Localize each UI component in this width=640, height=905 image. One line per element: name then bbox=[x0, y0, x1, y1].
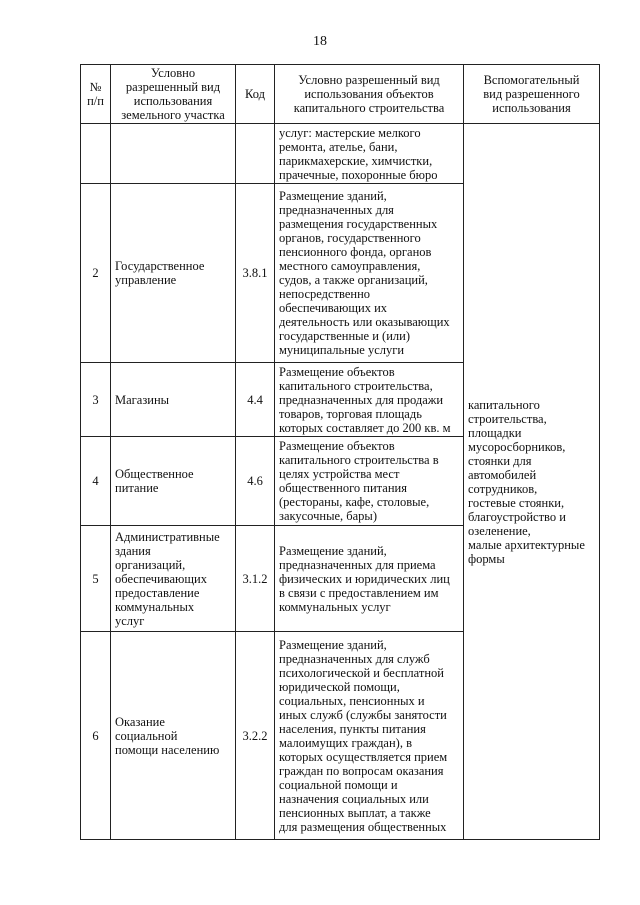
header-auxiliary-use: Вспомогательный вид разрешенного использования bbox=[464, 65, 600, 124]
cell-code bbox=[236, 124, 275, 184]
cell-object-use: услуг: мастерские мелкого ремонта, ателье, бани, парикмахерские, химчистки, прачечные, похоронные бюро bbox=[275, 124, 464, 184]
cell-object-use: Размещение зданий, предназначенных для служб психологической и бесплатной юридической помощи, социальных, пенсионных и иных служб (службы занятости населения, пункты питания малоимущих граждан), в которых осуществляется прием граждан по вопросам оказания социальной помощи и назначения социальных или пенсионных выплат, а также для размещения общественных bbox=[275, 632, 464, 840]
cell-code: 4.6 bbox=[236, 437, 275, 526]
cell-land-use: Государственное управление bbox=[111, 184, 236, 363]
table-row-continuation bbox=[81, 124, 600, 184]
cell-code: 4.4 bbox=[236, 363, 275, 437]
cell-land-use: Оказание социальной помощи населению bbox=[111, 632, 236, 840]
cell-num: 3 bbox=[81, 363, 111, 437]
table-header-row bbox=[81, 65, 600, 124]
cell-num: 5 bbox=[81, 526, 111, 632]
page-number: 18 bbox=[313, 34, 327, 49]
cell-code: 3.8.1 bbox=[236, 184, 275, 363]
cell-land-use bbox=[111, 124, 236, 184]
cell-land-use: Административные здания организаций, обеспечивающих предоставление коммунальных услуг bbox=[111, 526, 236, 632]
cell-num: 4 bbox=[81, 437, 111, 526]
cell-num: 2 bbox=[81, 184, 111, 363]
cell-land-use: Магазины bbox=[111, 363, 236, 437]
cell-code: 3.1.2 bbox=[236, 526, 275, 632]
header-land-use: Условно разрешенный вид использования земельного участка bbox=[111, 65, 236, 124]
header-object-use: Условно разрешенный вид использования объектов капитального строительства bbox=[275, 65, 464, 124]
cell-num: 6 bbox=[81, 632, 111, 840]
header-code: Код bbox=[236, 65, 275, 124]
cell-object-use: Размещение объектов капитального строительства в целях устройства мест общественного питания (рестораны, кафе, столовые, закусочные, бары) bbox=[275, 437, 464, 526]
land-use-table bbox=[80, 64, 600, 840]
cell-object-use: Размещение зданий, предназначенных для размещения государственных органов, государственного пенсионного фонда, органов местного самоуправления, судов, а также организаций, непосредственно обеспечивающих их деятельность или оказывающих государственные и (или) муниципальные услуги bbox=[275, 184, 464, 363]
cell-auxiliary-use: капитального строительства, площадки мусоросборников, стоянки для автомобилей сотрудников, гостевые стоянки, благоустройство и озеленение, малые архитектурные формы bbox=[464, 124, 600, 840]
cell-num bbox=[81, 124, 111, 184]
cell-code: 3.2.2 bbox=[236, 632, 275, 840]
header-num: № п/п bbox=[81, 65, 111, 124]
cell-land-use: Общественное питание bbox=[111, 437, 236, 526]
cell-object-use: Размещение объектов капитального строительства, предназначенных для продажи товаров, торговая площадь которых составляет до 200 кв. м bbox=[275, 363, 464, 437]
cell-object-use: Размещение зданий, предназначенных для приема физических и юридических лиц в связи с предоставлением им коммунальных услуг bbox=[275, 526, 464, 632]
